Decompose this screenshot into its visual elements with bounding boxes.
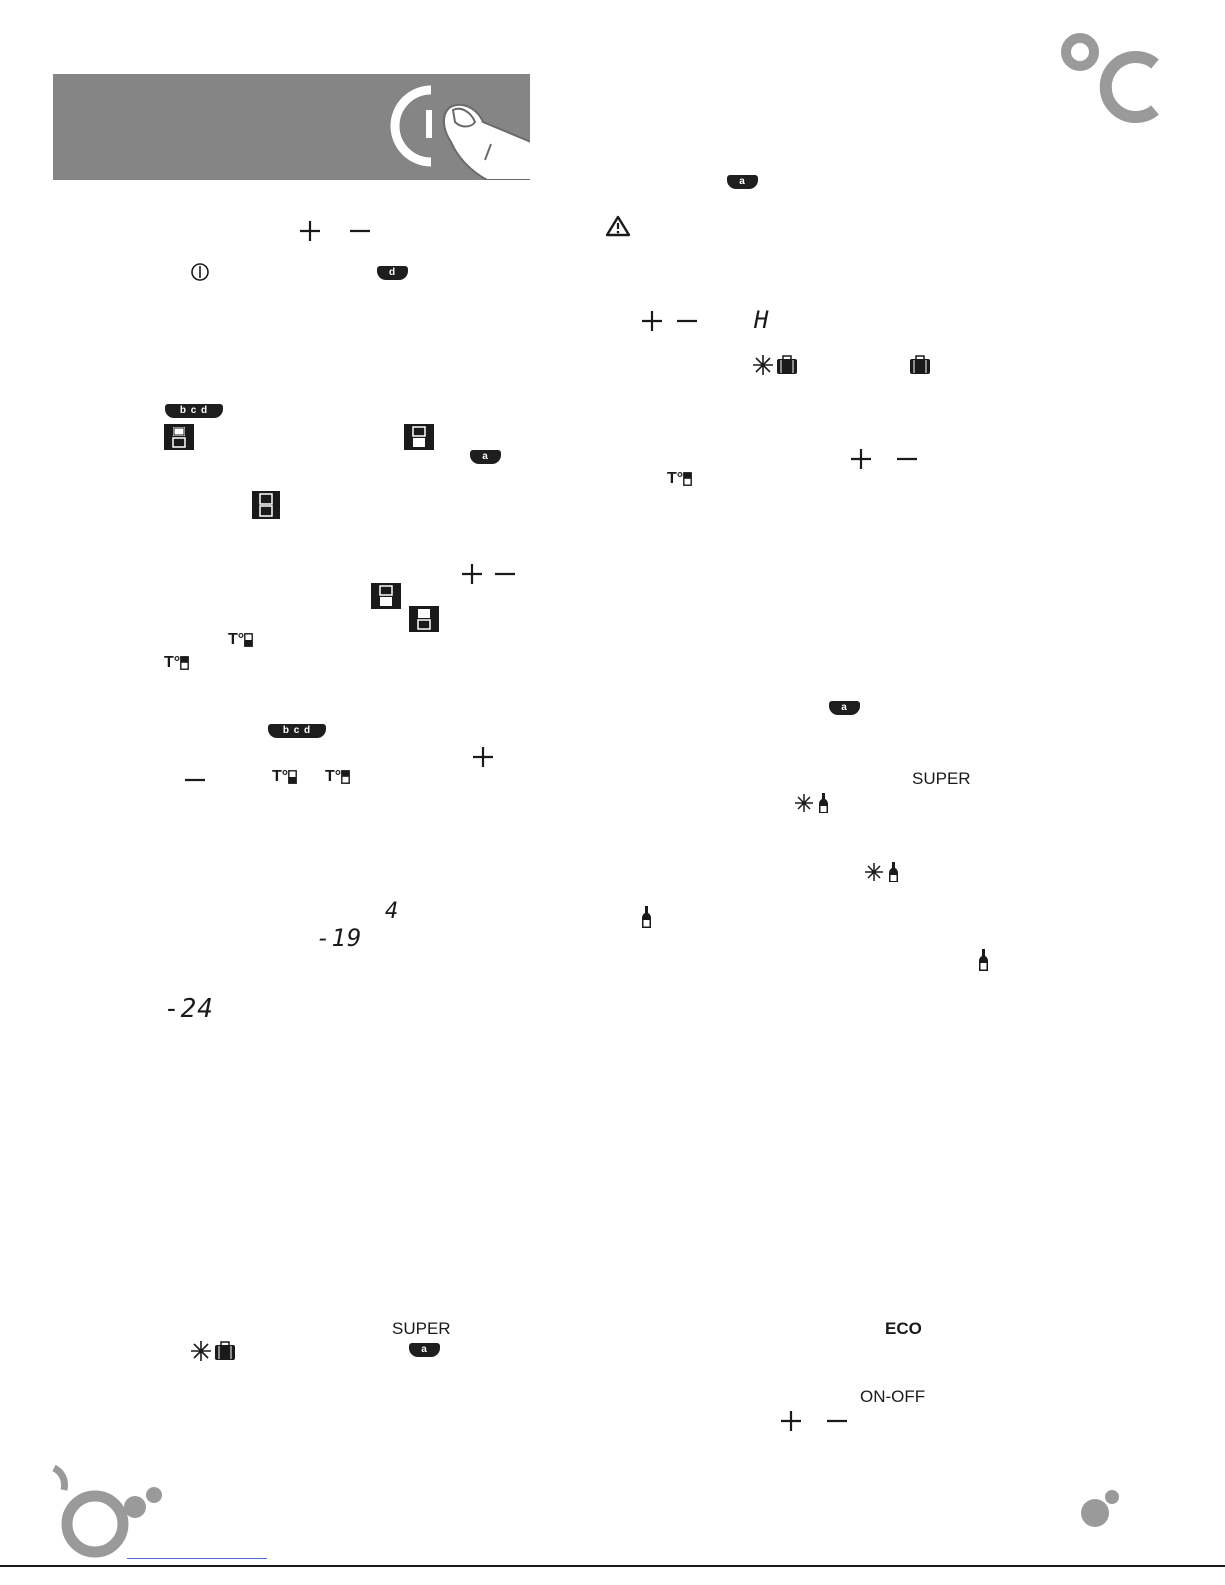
temp-freezer-label: T° — [325, 768, 350, 786]
fridge-small-icon — [244, 633, 253, 647]
button-a-badge: a — [409, 1343, 440, 1357]
plus-icon — [641, 310, 663, 332]
temp-fridge-label: T° — [228, 631, 253, 649]
fridge-top-icon — [409, 606, 439, 632]
button-d-badge: d — [377, 266, 408, 280]
button-bcd-badge: b c d — [268, 724, 326, 738]
fridge-small-icon — [288, 770, 297, 784]
display-digit-minus19: -19 — [316, 924, 363, 952]
fridge-top-icon — [164, 424, 194, 450]
plus-icon — [780, 1410, 802, 1432]
eco-label: ECO — [885, 1319, 922, 1338]
super-label: SUPER — [912, 769, 971, 788]
power-icon — [190, 262, 210, 282]
plus-icon — [299, 220, 321, 242]
snowflake-suitcase-icon — [190, 1340, 238, 1362]
minus-icon — [184, 769, 206, 791]
fridge-bottom-icon — [371, 583, 401, 609]
bubble-ornament-icon — [48, 1460, 168, 1560]
fridge-both-icon — [252, 491, 280, 519]
display-digit-minus24: -24 — [164, 994, 214, 1024]
button-a-badge: a — [829, 701, 860, 715]
snowflake-bottle-icon — [794, 792, 832, 814]
button-a-badge: a — [470, 450, 501, 464]
snowflake-suitcase-icon — [752, 354, 800, 376]
on-off-label: ON-OFF — [860, 1387, 926, 1406]
display-digit-h: H — [754, 306, 770, 334]
bottle-icon — [977, 948, 991, 972]
plus-icon — [472, 746, 494, 768]
minus-icon — [494, 563, 516, 585]
footer-link-underline — [127, 1558, 267, 1559]
celsius-logo-icon — [1055, 28, 1165, 123]
plus-icon — [850, 448, 872, 470]
button-a-badge: a — [727, 175, 758, 189]
bubble-ornament-icon — [1078, 1485, 1123, 1530]
minus-icon — [676, 310, 698, 332]
display-digit-4: 4 — [385, 899, 400, 924]
power-finger-icon — [391, 84, 530, 180]
bottle-icon — [640, 905, 654, 929]
freezer-small-icon — [341, 770, 350, 784]
suitcase-icon — [908, 354, 932, 376]
plus-icon — [461, 563, 483, 585]
temp-freezer-label: T° — [667, 470, 692, 488]
minus-icon — [349, 220, 371, 242]
snowflake-bottle-icon — [864, 861, 902, 883]
minus-icon — [896, 448, 918, 470]
button-bcd-badge: b c d — [165, 404, 223, 418]
temp-freezer-label: T° — [164, 654, 189, 672]
footer-rule — [0, 1565, 1225, 1567]
freezer-small-icon — [180, 656, 189, 670]
warning-icon — [605, 215, 631, 237]
minus-icon — [826, 1410, 848, 1432]
super-label: SUPER — [392, 1319, 451, 1338]
temp-fridge-label: T° — [272, 768, 297, 786]
header-banner — [53, 74, 530, 180]
freezer-small-icon — [683, 472, 692, 486]
fridge-bottom-icon — [404, 424, 434, 450]
